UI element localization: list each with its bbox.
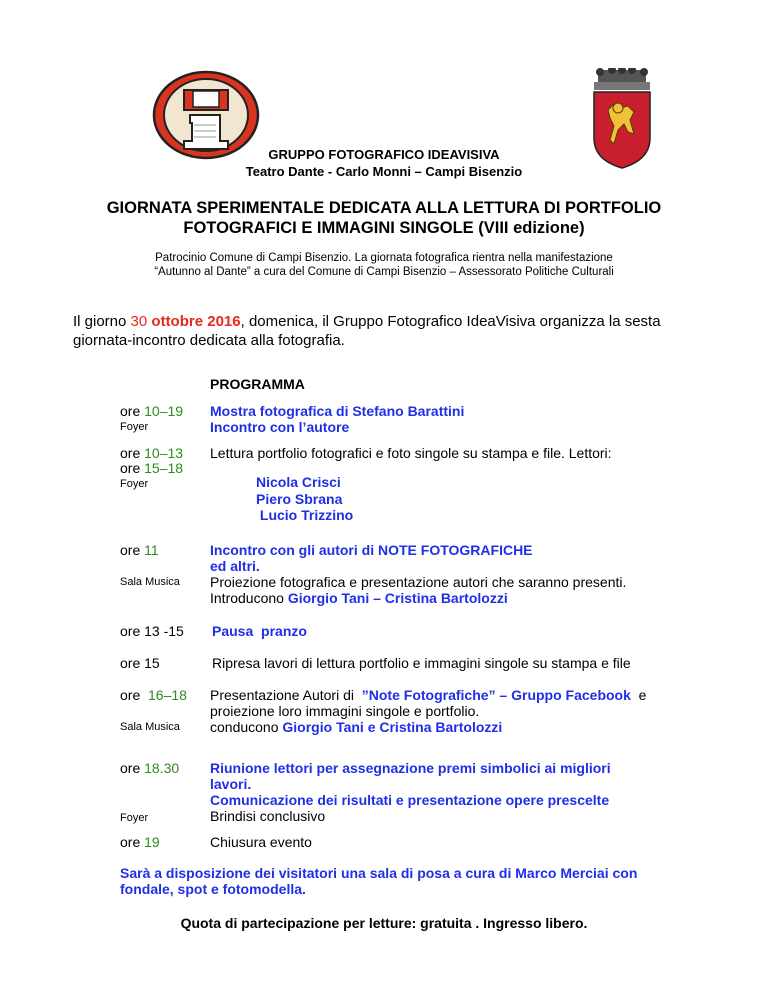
text-suffix: e xyxy=(630,687,647,703)
participation-fee: Quota di partecipazione per letture: gratuita . Ingresso libero. xyxy=(180,915,588,931)
intro-prefix: Il giorno xyxy=(73,313,131,330)
program-text: Riunione lettori per assegnazione premi simbolici ai migliori xyxy=(210,760,611,776)
text-prefix: Introducono xyxy=(210,590,288,606)
program-text: Proiezione fotografica e presentazione autori che saranno presenti. xyxy=(210,574,627,590)
program-text xyxy=(210,590,508,607)
program-text: Mostra fotografica di Stefano Barattini xyxy=(210,403,465,419)
program-text: Brindisi conclusivo xyxy=(210,808,326,824)
program-time: ore 15 xyxy=(120,655,160,671)
program-place: Foyer xyxy=(120,812,149,824)
speaker-names: Giorgio Tani – Cristina Bartolozzi xyxy=(287,590,508,606)
program-time xyxy=(120,834,160,851)
program-place: Sala Musica xyxy=(120,576,180,588)
program-text: Pausa pranzo xyxy=(212,623,307,639)
event-title-line2: FOTOGRAFICI E IMMAGINI SINGOLE (VIII edizione) xyxy=(183,219,585,237)
group-reference: ”Note Fotografiche” – Gruppo Facebook xyxy=(361,687,631,703)
patronage-line2: “Autunno al Dante” a cura del Comune di Campi Bisenzio – Assessorato Politiche Culturali xyxy=(154,266,614,278)
time-value: 10–19 xyxy=(144,403,184,419)
speaker-names: Giorgio Tani e Cristina Bartolozzi xyxy=(282,719,503,735)
reader-name: Nicola Crisci xyxy=(256,474,341,490)
program-text xyxy=(210,687,646,704)
program-text: Ripresa lavori di lettura portfolio e immagini singole su stampa e file xyxy=(212,655,631,671)
studio-note-line2: fondale, spot e fotomodella. xyxy=(120,881,306,897)
program-text: Incontro con l’autore xyxy=(210,419,350,435)
ore-label: ore xyxy=(120,687,149,703)
text-prefix: conducono xyxy=(210,719,283,735)
time-value: 16–18 xyxy=(148,687,187,703)
program-time xyxy=(120,460,183,477)
time-value: 11 xyxy=(144,542,159,558)
intro-day: 30 xyxy=(130,313,148,330)
patronage-line1: Patrocinio Comune di Campi Bisenzio. La giornata fotografica rientra nella manifestazione xyxy=(155,252,613,264)
reader-name: Lucio Trizzino xyxy=(256,507,354,523)
ore-label: ore xyxy=(120,403,145,419)
program-text: Incontro con gli autori di NOTE FOTOGRAFICHE xyxy=(210,542,533,558)
program-time: ore 13 -15 xyxy=(120,623,184,639)
program-place: Foyer xyxy=(120,478,149,490)
program-heading: PROGRAMMA xyxy=(210,376,305,392)
ore-label: ore xyxy=(120,445,145,461)
time-value: 15–18 xyxy=(144,460,184,476)
time-value: 18.30 xyxy=(144,760,180,776)
program-time xyxy=(120,760,179,777)
program-text: Chiusura evento xyxy=(210,834,312,850)
studio-note-line1: Sarà a disposizione dei visitatori una sala di posa a cura di Marco Merciai con xyxy=(120,865,638,881)
time-value: 19 xyxy=(144,834,160,850)
event-title-line1: GIORNATA SPERIMENTALE DEDICATA ALLA LETTURA DI PORTFOLIO xyxy=(106,199,662,217)
program-place: Sala Musica xyxy=(120,721,180,733)
ore-label: ore xyxy=(120,834,145,850)
ore-label: ore xyxy=(120,460,145,476)
ore-label: ore xyxy=(120,542,145,558)
program-text: Comunicazione dei risultati e presentazione opere prescelte xyxy=(210,792,610,808)
intro-month-year: ottobre 2016 xyxy=(151,313,241,330)
program-text: lavori. xyxy=(210,776,252,792)
venue: Teatro Dante - Carlo Monni – Campi Bisenzio xyxy=(245,164,523,179)
program-time xyxy=(120,542,159,559)
program-time xyxy=(120,403,183,420)
intro-line2: giornata-incontro dedicata alla fotografia. xyxy=(73,332,345,349)
reader-name: Piero Sbrana xyxy=(256,491,343,507)
program-text xyxy=(210,719,502,736)
intro-line1 xyxy=(73,313,661,330)
intro-rest: , domenica, il Gruppo Fotografico IdeaVisiva organizza la sesta xyxy=(240,313,661,330)
group-name: GRUPPO FOTOGRAFICO IDEAVISIVA xyxy=(268,147,500,162)
program-place: Foyer xyxy=(120,421,149,433)
program-text: Lettura portfolio fotografici e foto singole su stampa e file. Lettori: xyxy=(210,445,612,461)
time-value: 10–13 xyxy=(144,445,184,461)
text-prefix: Presentazione Autori di xyxy=(210,687,362,703)
ore-label: ore xyxy=(120,760,145,776)
program-text: proiezione loro immagini singole e portfolio. xyxy=(210,703,480,719)
program-text: ed altri. xyxy=(210,558,260,574)
program-time xyxy=(120,687,187,704)
